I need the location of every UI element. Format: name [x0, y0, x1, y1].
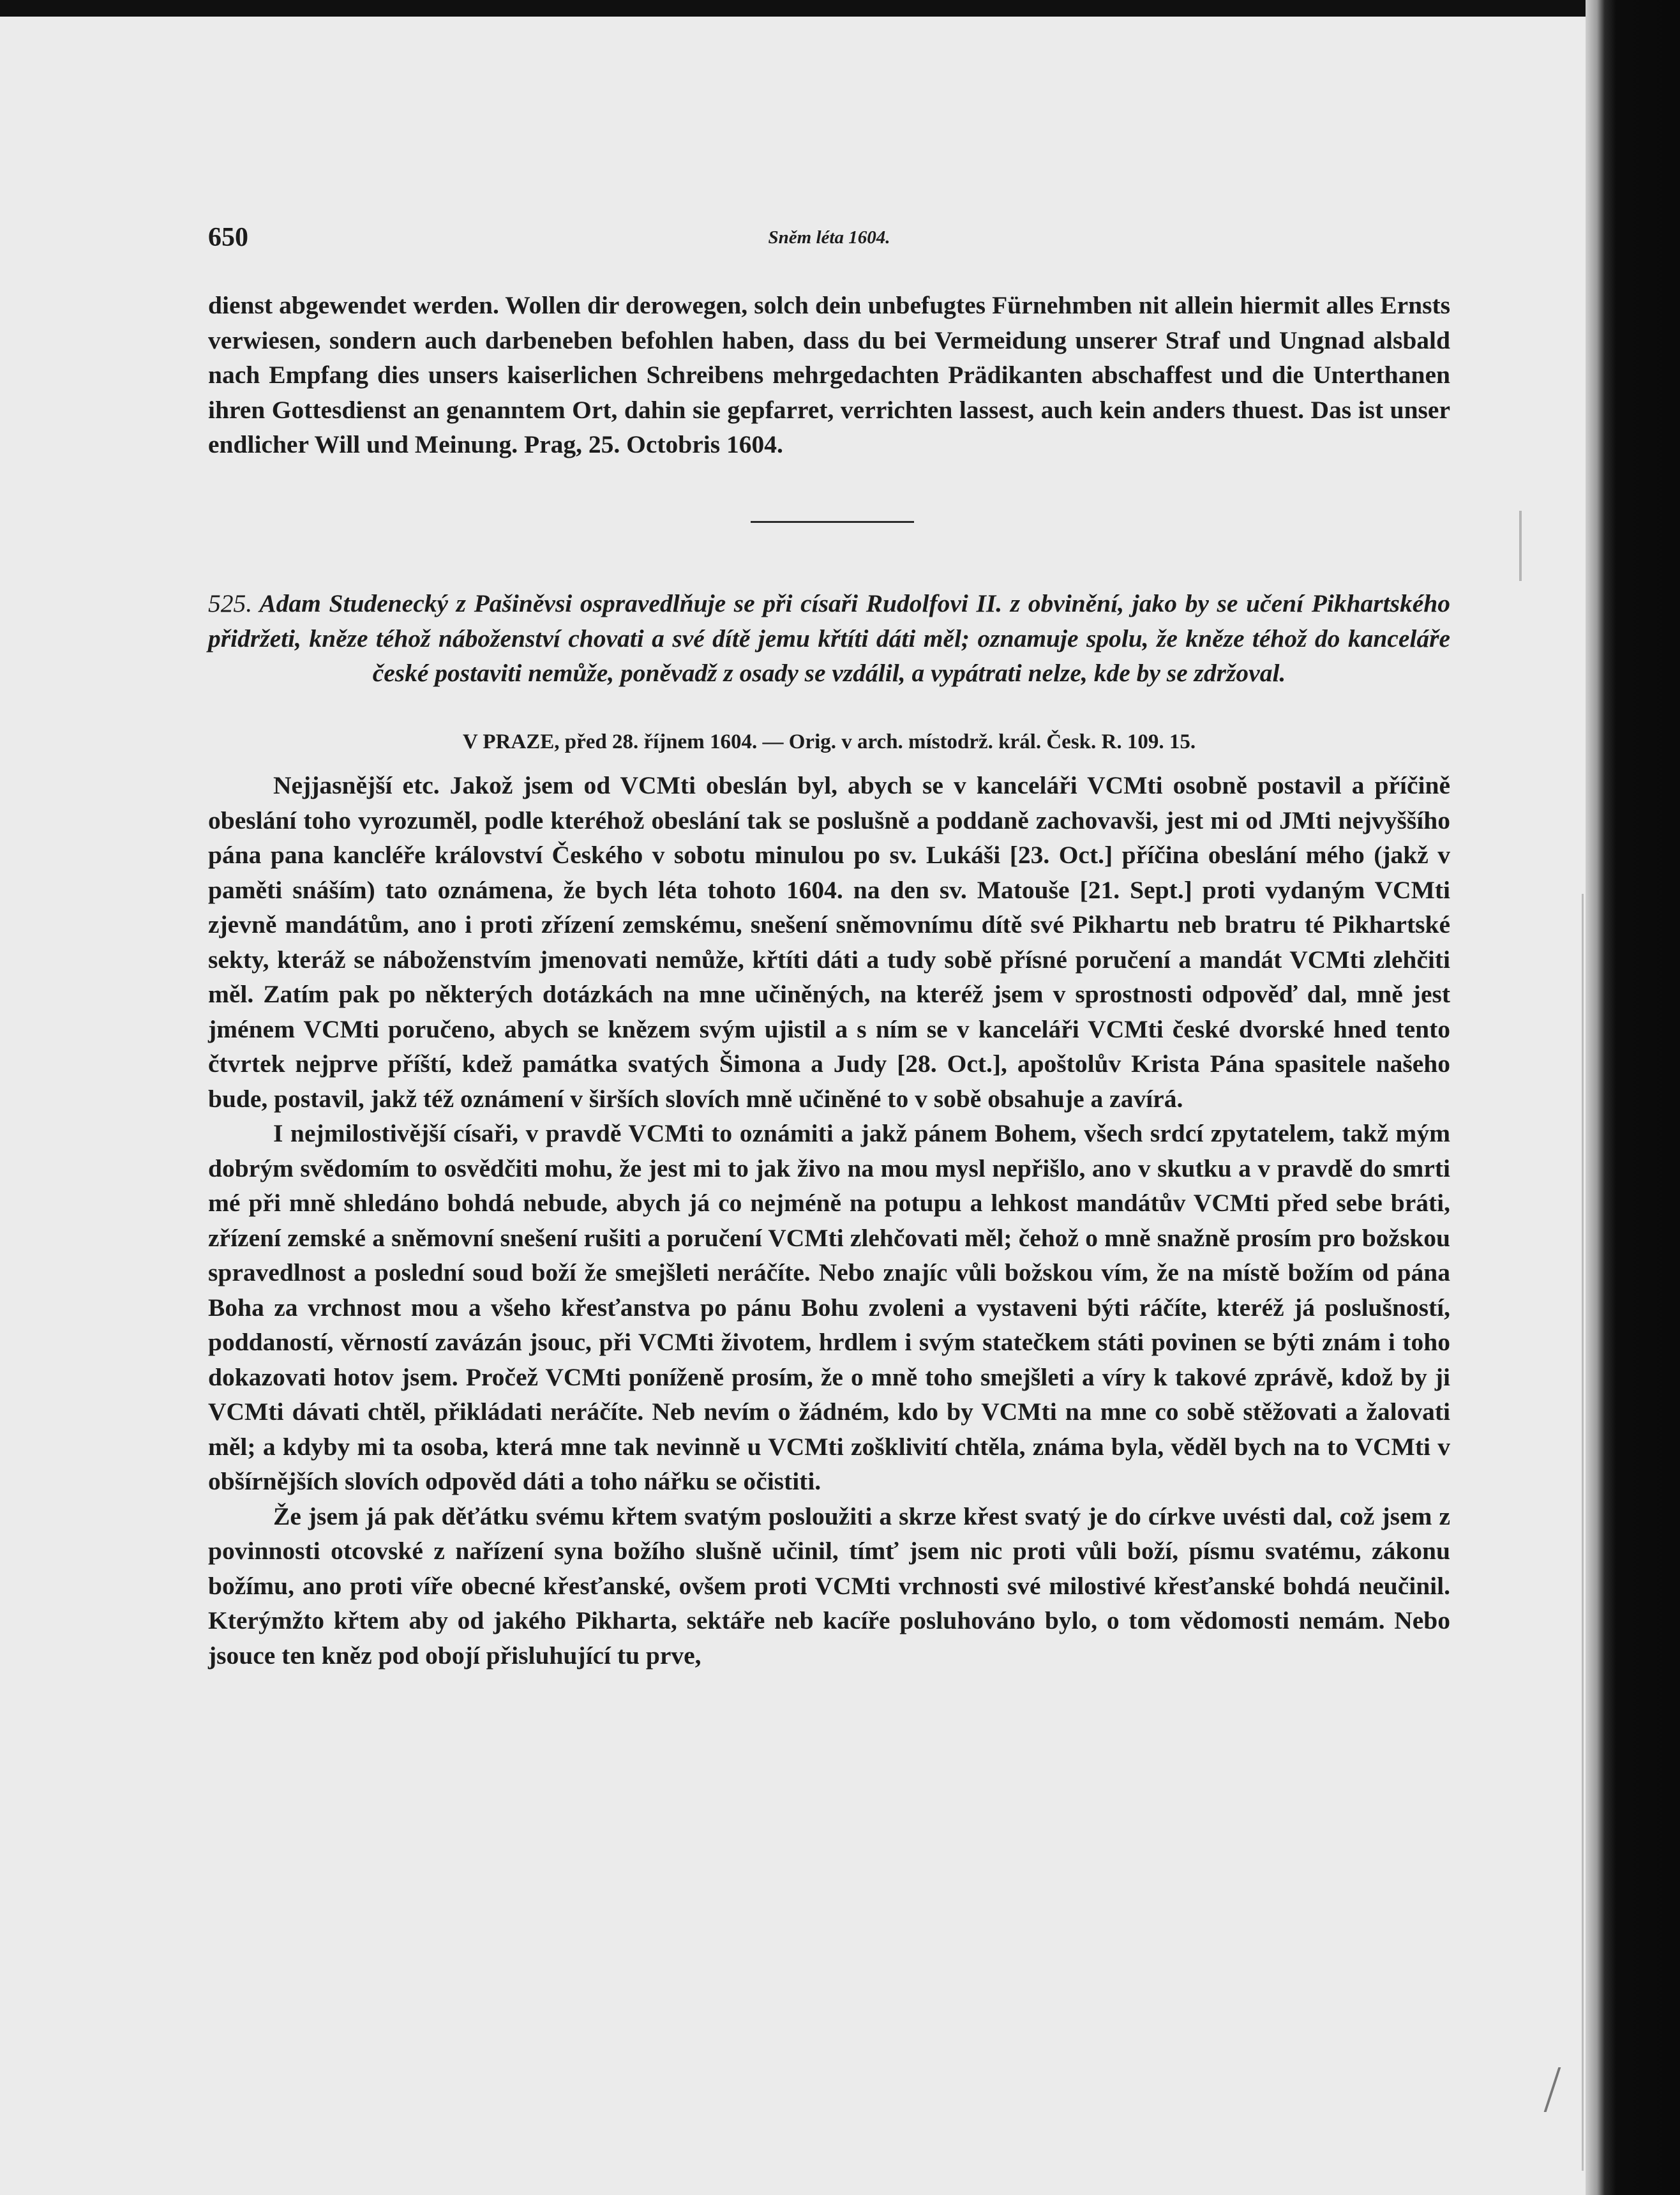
scan-shadow-line [1582, 894, 1584, 2171]
scan-border-top [0, 0, 1680, 17]
document-summary: Adam Studenecký z Pašiněvsi ospravedlňuje se při císaři Rudolfovi II. z obvinění, jako by se učení Pikhartského přidržeti, kněze téhož náboženství chovati a své dítě jemu křtíti dáti měl; oznamuje spolu, že kněze téhož do kanceláře české postaviti nemůže, poněvadž z osady se vzdálil, a vypátrati nelze, kde by se zdržoval. [208, 589, 1450, 687]
scan-border-right [1586, 0, 1680, 2195]
document-heading [208, 586, 1450, 691]
body-paragraph: Že jsem já pak děťátku svému křtem svatým posloužiti a skrze křest svatý je do církve uvésti dal, což jsem z povinnosti otcovské z nařízení syna božího slušně učinil, tímť jsem nic proti vůli boží, písmu svatému, zákonu božímu, ano proti víře obecné křesťanské, ovšem proti VCMti vrchnosti své milostivé křesťanské bohdá neučinil. Kterýmžto křtem aby od jakého Pikharta, sektáře neb kacíře posluhováno bylo, o tom vědomosti nemám. Nebo jsouce ten kněz pod obojí přisluhující tu prve, [208, 1502, 1450, 1670]
page-number: 650 [208, 223, 248, 252]
body-paragraph: I nejmilostivější císaři, v pravdě VCMti to oznámiti a jakž pánem Bohem, všech srdcí zpytatelem, takž mým dobrým svědomím to osvědčiti mohu, že jest mi to jak živo na mou mysl nepřišlo, ano v skutku a v pravdě do smrti mé při mně shledáno bohdá nebude, abych já co nejméně na potupu a lehkost mandátův VCMti před sebe bráti, zřízení zemské a sněmovní snešení rušiti a poručení VCMti zlehčovati měl; čehož o mně snažně prosím pro božskou spravedlnost a poslední soud boží že smejšleti neráčíte. Nebo znajíc vůli božskou vím, že na místě božím od pána Boha za vrchnost mou a všeho křesťanstva po pánu Bohu zvoleni a vystaveni býti ráčíte, kteréž já poslušností, poddaností, věrností zavázán jsouc, při VCMti životem, hrdlem i svým statečkem státi povinen se býti znám i toho dokazovati hotov jsem. Pročež VCMti poníženě prosím, že o mně toho smejšleti a víry k takové zprávě, kdož by ji VCMti dávati chtěl, přikládati neráčíte. Neb nevím o žádném, kdo by VCMti na mne co sobě stěžovati a žalovati měl; a kdyby mi ta osoba, která mne tak nevinně u VCMti zošklivití chtěla, známa byla, věděl bych na to VCMti v obšírnějších slovích odpověd dáti a toho nářku se očistiti. [208, 1119, 1450, 1495]
margin-mark [1519, 511, 1522, 581]
section-divider [751, 521, 914, 523]
document-number: 525. [208, 589, 253, 617]
page-header [208, 222, 1450, 260]
running-head: Sněm léta 1604. [768, 227, 890, 248]
source-citation: V PRAZE, před 28. říjnem 1604. — Orig. v arch. místodrž. král. Česk. R. 109. 15. [462, 730, 1196, 753]
pencil-mark [1544, 2067, 1580, 2112]
document-body [208, 768, 1450, 1673]
body-paragraph: Nejjasnější etc. Jakož jsem od VCMti obeslán byl, abych se v kanceláři VCMti osobně postavil a příčině obeslání toho vyrozuměl, podle kteréhož obeslání tak se poslušně a poddaně zachovavši, jest mi od JMti nejvyššího pána pana kancléře království Českého v sobotu minulou po sv. Lukáši [23. Oct.] příčina obeslání mého (jakž v paměti snáším) tato oznámena, že bych léta tohoto 1604. na den sv. Matouše [21. Sept.] proti vydaným VCMti zjevně mandátům, ano i proti zřízení zemskému, snešení sněmovnímu dítě své Pikhartu neb bratru té Pikhartské sekty, kteráž se náboženstvím jmenovati nemůže, křtíti dáti a tudy sobě přísné poručení a mandát VCMti zlehčiti měl. Zatím pak po některých dotázkách na mne učiněných, na kteréž jsem v sprostnosti odpověď dal, mně jest jménem VCMti poručeno, abych se knězem svým ujistil a s ním se v kanceláři VCMti české dvorské hned tento čtvrtek nejprve příští, kdež památka svatých Šimona a Judy [28. Oct.], apoštolův Krista Pána spasitele našeho bude, postavil, jakž též oznámení v širších slovích mně učiněné to v sobě obsahuje a zavírá. [208, 771, 1450, 1113]
continuation-paragraph [208, 288, 1450, 462]
continuation-text: dienst abgewendet werden. Wollen dir derowegen, solch dein unbefugtes Fürnehmben nit allein hiermit alles Ernsts verwiesen, sondern auch darbeneben befohlen haben, dass du bei Vermeidung unserer Straf und Ungnad alsbald nach Empfang dies unsers kaiserlichen Schreibens mehrgedachten Prädikanten abschaffest und die Unterthanen ihren Gottesdienst an genanntem Ort, dahin sie gepfarret, verrichten lassest, auch kein anders thuest. Das ist unser endlicher Will und Meinung. Prag, 25. Octobris 1604. [208, 291, 1450, 458]
